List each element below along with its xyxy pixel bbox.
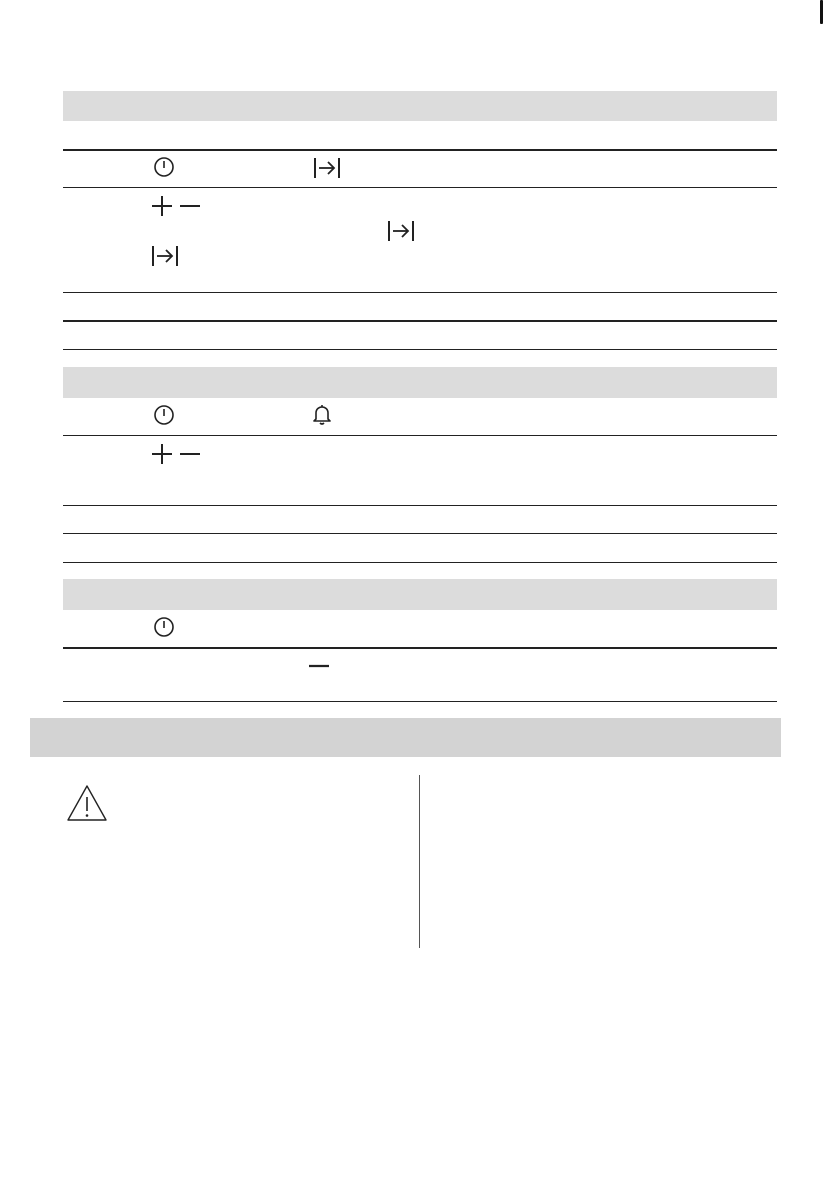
clock-icon — [153, 404, 175, 426]
table-2-rule — [63, 435, 777, 436]
table-2-rule — [63, 533, 777, 534]
clock-icon — [153, 156, 175, 178]
table-3-rule — [63, 701, 777, 702]
plus-icon — [150, 442, 174, 466]
table-2-rule — [63, 505, 777, 506]
table-3-header-band — [63, 579, 777, 610]
table-2-rule — [63, 562, 777, 563]
column-divider — [419, 775, 420, 948]
plus-icon — [150, 194, 174, 218]
table-1-rule — [63, 320, 777, 322]
table-1-rule — [63, 349, 777, 350]
table-1-rule — [63, 187, 777, 188]
arrow-to-bar-icon — [313, 156, 341, 180]
minus-icon — [178, 442, 202, 466]
table-2-header-band — [63, 367, 777, 398]
minus-icon — [178, 194, 202, 218]
arrow-to-bar-icon — [151, 244, 179, 268]
table-1-header-band — [63, 91, 777, 121]
minus-icon — [307, 654, 331, 678]
table-3-rule — [63, 647, 777, 649]
bell-icon — [312, 404, 332, 426]
clock-icon — [153, 616, 175, 638]
warning-triangle-icon — [65, 783, 109, 823]
arrow-to-bar-icon — [387, 219, 415, 243]
section-header-band — [30, 718, 781, 757]
page-edge-marker — [820, 0, 823, 24]
table-1-rule — [63, 149, 777, 151]
table-1-rule — [63, 292, 777, 293]
